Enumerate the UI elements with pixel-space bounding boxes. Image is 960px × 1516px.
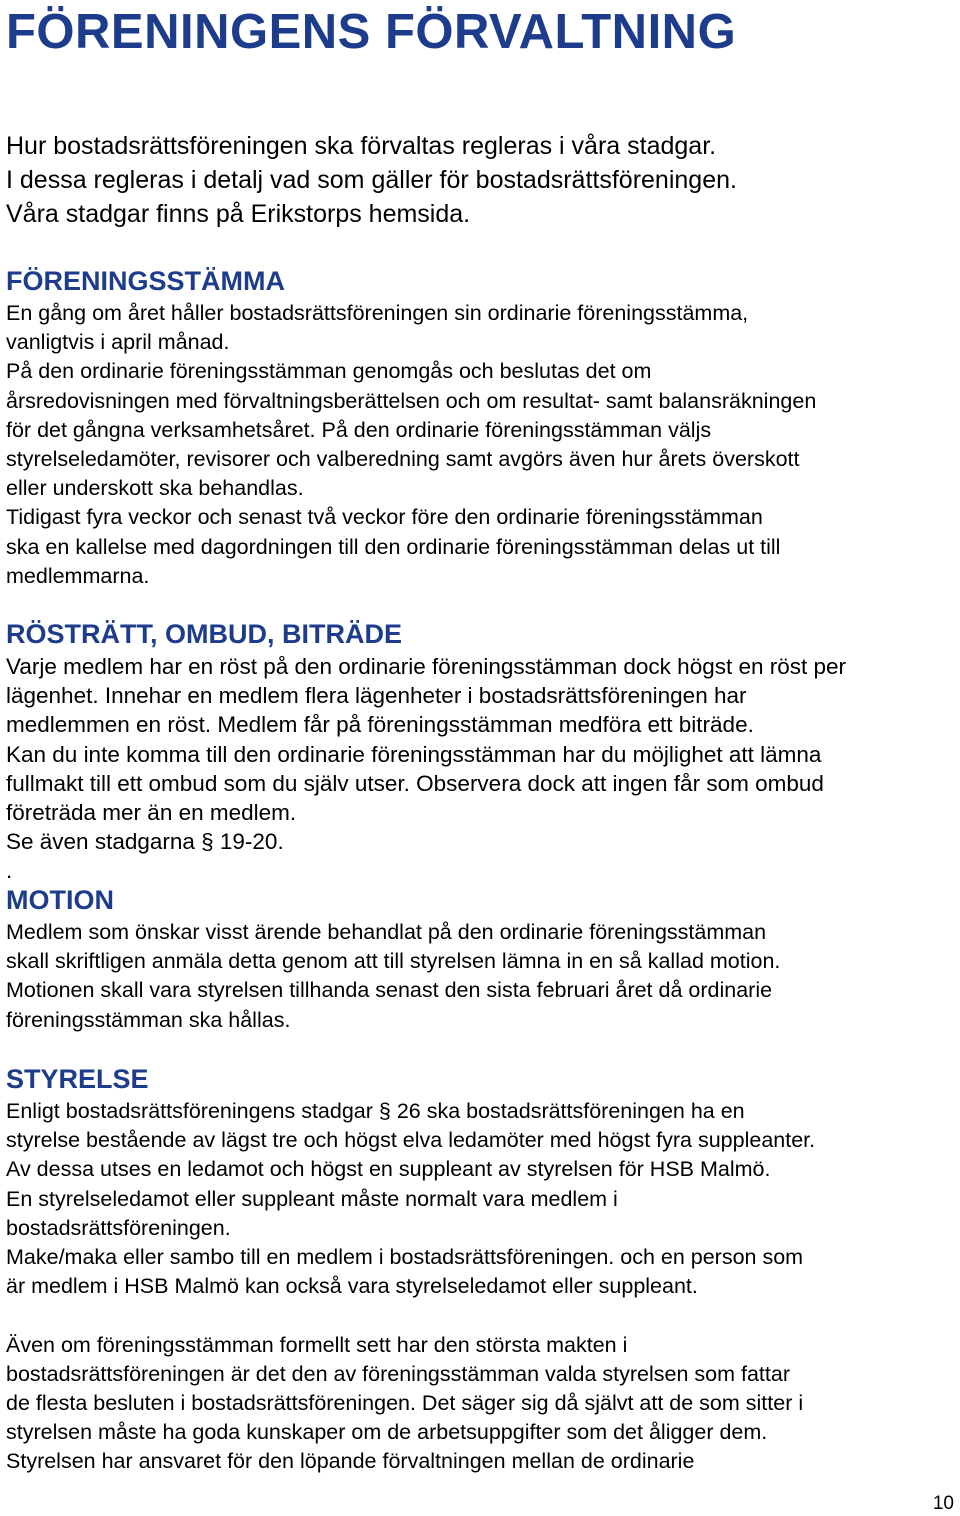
- intro-paragraph: [6, 129, 737, 231]
- section-foreningsstamma: [6, 263, 956, 591]
- text-line: styrelseledamöter, revisorer och valberedning samt avgörs även hur årets överskott: [6, 447, 800, 472]
- page-title: FÖRENINGENS FÖRVALTNING: [6, 5, 737, 59]
- text-line: årsredovisningen med förvaltningsberättelsen och om resultat- samt balansräkningen: [6, 388, 817, 413]
- section-rostratt: [6, 616, 956, 886]
- text-line: lägenhet. Innehar en medlem flera lägenheter i bostadsrättsföreningen har: [6, 683, 747, 709]
- text-line: Make/maka eller sambo till en medlem i bostadsrättsföreningen. och en person som: [6, 1245, 804, 1270]
- section-body: [6, 652, 956, 886]
- page-number: 10: [932, 1493, 954, 1514]
- text-line: På den ordinarie föreningsstämman genomgås och beslutas det om: [6, 359, 652, 384]
- text-line: Varje medlem har en röst på den ordinarie föreningsstämman dock högst en röst per: [6, 654, 847, 679]
- text-line: bostadsrättsföreningen är det den av föreningsstämman valda styrelsen som fattar: [6, 1361, 790, 1386]
- text-line: de flesta besluten i bostadsrättsföreningen. Det säger sig då självt att de som sitter i: [6, 1391, 804, 1416]
- text-line: Enligt bostadsrättsföreningens stadgar § 26 ska bostadsrättsföreningen ha en: [6, 1099, 745, 1123]
- blank-line: [6, 1301, 956, 1330]
- text-line: En gång om året håller bostadsrättsföreningen sin ordinarie föreningsstämma,: [6, 301, 749, 325]
- text-line: är medlem i HSB Malmö kan också vara styrelseledamot eller suppleant.: [6, 1274, 698, 1299]
- text-line: föreningsstämman ska hållas.: [6, 1007, 291, 1032]
- section-heading: RÖSTRÄTT, OMBUD, BITRÄDE: [6, 619, 402, 649]
- text-line: Styrelsen har ansvaret för den löpande förvaltningen mellan de ordinarie: [6, 1449, 695, 1474]
- text-line: ska en kallelse med dagordningen till den ordinarie föreningsstämman delas ut till: [6, 534, 781, 559]
- section-styrelse: [6, 1061, 956, 1477]
- text-line: eller underskott ska behandlas.: [6, 476, 304, 501]
- section-heading: MOTION: [6, 885, 114, 915]
- text-line: Kan du inte komma till den ordinarie föreningsstämman har du möjlighet att lämna: [6, 741, 822, 767]
- text-line: för det gångna verksamhetsåret. På den ordinarie föreningsstämman väljs: [6, 417, 712, 442]
- text-line: En styrelseledamot eller suppleant måste normalt vara medlem i: [6, 1186, 618, 1211]
- section-body: [6, 1097, 956, 1477]
- text-line: företräda mer än en medlem.: [6, 800, 297, 826]
- section-body: [6, 918, 956, 1035]
- section-body: [6, 299, 956, 591]
- intro-line: Våra stadgar finns på Erikstorps hemsida.: [6, 200, 471, 228]
- section-heading: FÖRENINGSSTÄMMA: [6, 266, 285, 296]
- text-line: Se även stadgarna § 19-20.: [6, 829, 284, 855]
- text-line: Medlem som önskar visst ärende behandlat på den ordinarie föreningsstämman: [6, 920, 767, 944]
- text-line: skall skriftligen anmäla detta genom att till styrelsen lämna in en så kallad motion.: [6, 949, 781, 974]
- text-line: styrelsen måste ha goda kunskaper om de arbetsuppgifter som det åligger dem.: [6, 1420, 768, 1445]
- intro-line: I dessa regleras i detalj vad som gäller för bostadsrättsföreningen.: [6, 166, 737, 194]
- text-line: Tidigast fyra veckor och senast två veckor före den ordinarie föreningsstämman: [6, 505, 763, 530]
- text-line: vanligtvis i april månad.: [6, 330, 230, 355]
- text-line: .: [6, 858, 13, 884]
- text-line: Av dessa utses en ledamot och högst en suppleant av styrelsen för HSB Malmö.: [6, 1157, 771, 1182]
- section-motion: [6, 882, 956, 1035]
- text-line: Även om föreningsstämman formellt sett har den största makten i: [6, 1332, 628, 1357]
- text-line: fullmakt till ett ombud som du själv utser. Observera dock att ingen får som ombud: [6, 770, 824, 796]
- text-line: bostadsrättsföreningen.: [6, 1215, 231, 1240]
- intro-line: Hur bostadsrättsföreningen ska förvaltas regleras i våra stadgar.: [6, 132, 717, 160]
- text-line: medlemmarna.: [6, 563, 150, 588]
- text-line: styrelse bestående av lägst tre och högst elva ledamöter med högst fyra suppleanter.: [6, 1128, 816, 1153]
- section-heading: STYRELSE: [6, 1064, 149, 1094]
- text-line: medlemmen en röst. Medlem får på föreningsstämman medföra ett biträde.: [6, 712, 754, 738]
- text-line: Motionen skall vara styrelsen tillhanda senast den sista februari året då ordinarie: [6, 978, 773, 1003]
